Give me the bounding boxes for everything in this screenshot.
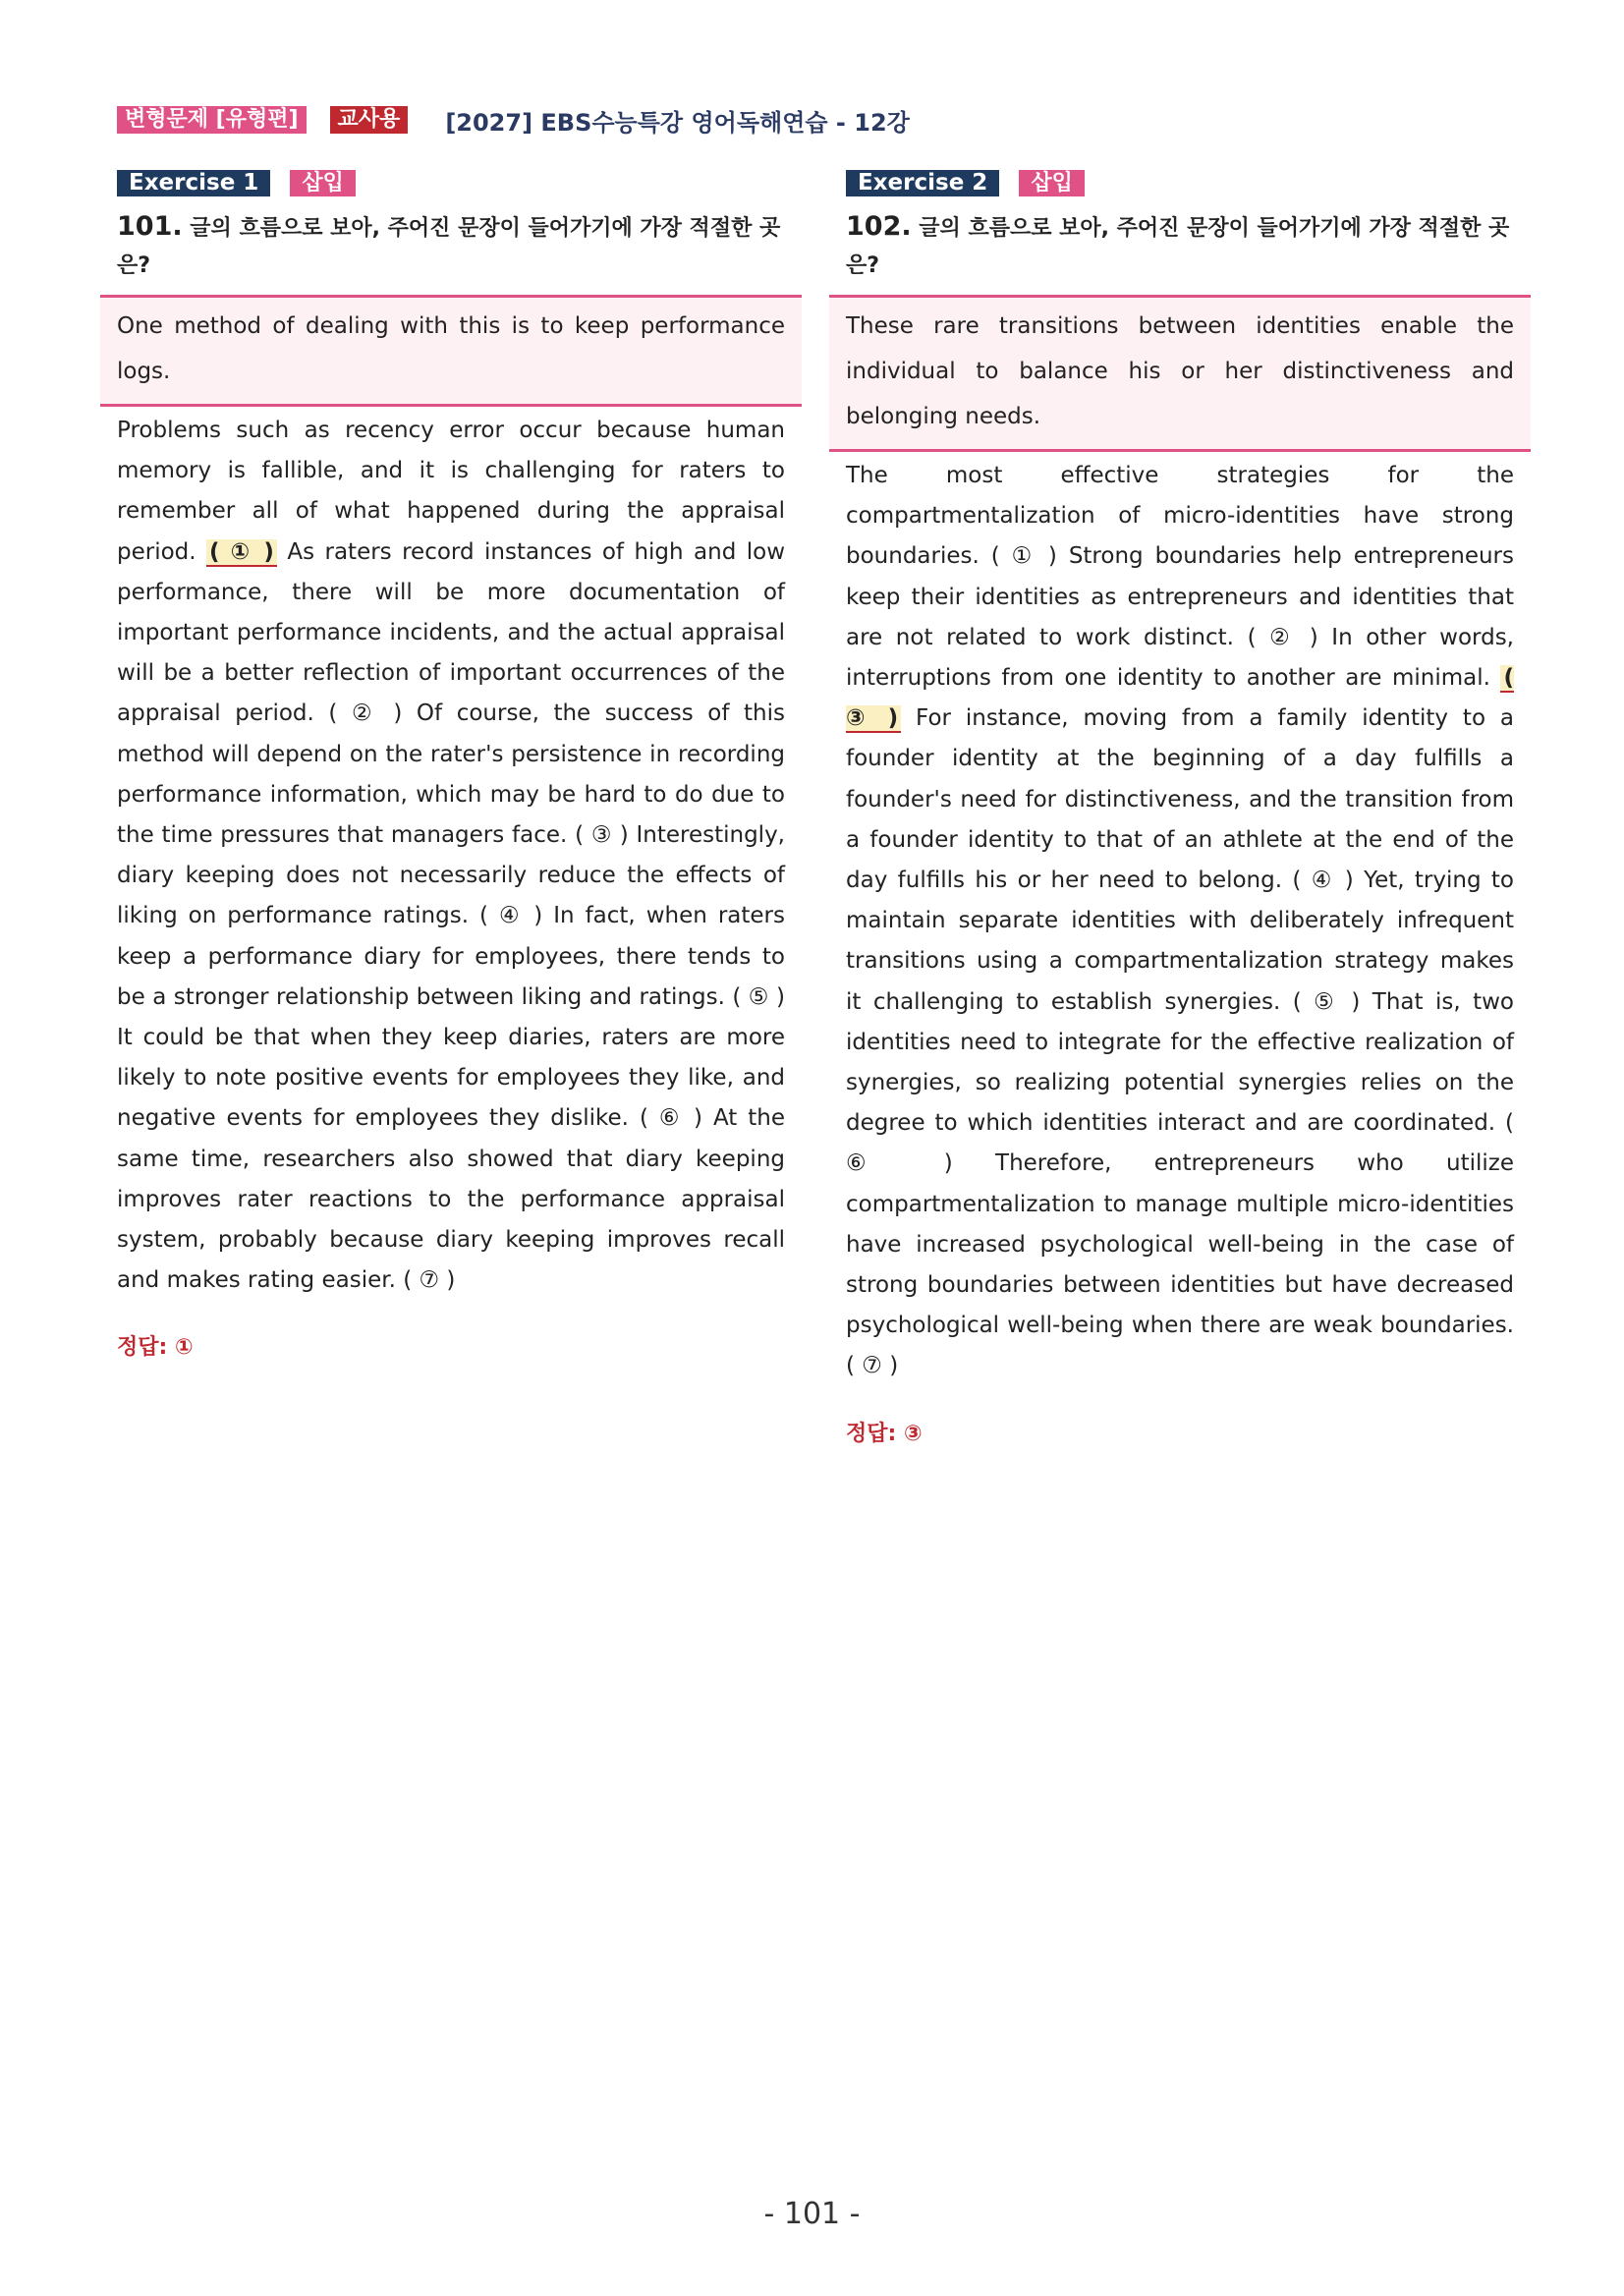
given-sentence-box: One method of dealing with this is to keep performance logs. (100, 295, 802, 407)
passage-before: Problems such as recency error occur because human memory is fallible, and it is challenging for raters to remember all of what happened during the appraisal period. (117, 418, 785, 565)
passage (829, 452, 1531, 1387)
question-number: 101. (117, 211, 183, 242)
page-header (117, 106, 910, 137)
exercise-2 (829, 169, 1531, 1447)
question-text (117, 208, 802, 285)
page-number: - 101 - (763, 2197, 861, 2231)
answer-highlight: ( ③ ) (846, 665, 1514, 732)
exercise-badge: Exercise 2 (846, 170, 999, 196)
page-title: [2027] EBS수능특강 영어독해연습 - 12강 (445, 108, 910, 137)
exercise-type-tag: 삽입 (290, 170, 356, 196)
question-prompt: 글의 흐름으로 보아, 주어진 문장이 들어가기에 가장 적절한 곳은? (117, 216, 781, 278)
given-sentence-box: These rare transitions between identities enable the individual to balance his or her distinctiveness and belonging needs. (829, 295, 1531, 452)
passage (100, 407, 802, 1301)
passage-after: As raters record instances of high and low performance, there will be more documentation of important performance incidents, and the actual appraisal will be a better reflection of important occurrences of the appraisal period. ( ② ) Of course, the success of this method will depend on the rater's persistence in recording performance information, which may be hard to do due to the time pressures that managers face. ( ③ ) Interestingly, diary keeping does not necessarily reduce the effects of liking on performance ratings. ( ④ ) In fact, when raters keep a performance diary for employees, there tends to be a stronger relationship between liking and ratings. ( ⑤ ) It could be that when they keep diaries, raters are more likely to note positive events for employees they like, and negative events for employees they dislike. ( ⑥ ) At the same time, researchers also showed that diary keeping improves rater reactions to the performance appraisal system, probably because diary keeping improves recall and makes rating easier. ( ⑦ ) (117, 538, 786, 1294)
exercise-badge: Exercise 1 (117, 170, 270, 196)
question-prompt: 글의 흐름으로 보아, 주어진 문장이 들어가기에 가장 적절한 곳은? (846, 216, 1510, 278)
exercise-1 (100, 169, 802, 1361)
passage-after: For instance, moving from a family identity to a founder identity at the beginning of a day fulfills a founder's need for distinctiveness, and the transition from a founder identity to that of an athlete at the end of the day fulfills his or her need to belong. ( ④ ) Yet, trying to maintain separate identities with deliberately infrequent transitions using a compartmentalization strategy makes it challenging to establish synergies. ( ⑤ ) That is, two identities need to integrate for the effective realization of synergies, so realizing potential synergies relies on the degree to which identities interact and are coordinated. ( ⑥ ) Therefore, entrepreneurs who utilize compartmentalization to manage multiple micro-identities have increased psychological well-being in the case of strong boundaries between identities but have decreased psychological well-being when there are weak boundaries. ( ⑦ ) (846, 705, 1514, 1379)
passage-before: The most effective strategies for the compartmentalization of micro-identities have strong boundaries. ( ① ) Strong boundaries help entrepreneurs keep their identities as entrepreneurs and identities that are not related to work distinct. ( ② ) In other words, interruptions from one identity to another are minimal. (846, 463, 1514, 692)
type-tag: 변형문제 [유형편] (117, 106, 307, 134)
answer-highlight: ( ① ) (206, 539, 277, 567)
question-text (846, 208, 1531, 285)
answer-label: 정답: ③ (846, 1421, 923, 1446)
exercise-type-tag: 삽입 (1019, 170, 1085, 196)
question-number: 102. (846, 211, 912, 242)
answer-label: 정답: ① (117, 1335, 194, 1361)
teacher-tag: 교사용 (330, 106, 409, 134)
